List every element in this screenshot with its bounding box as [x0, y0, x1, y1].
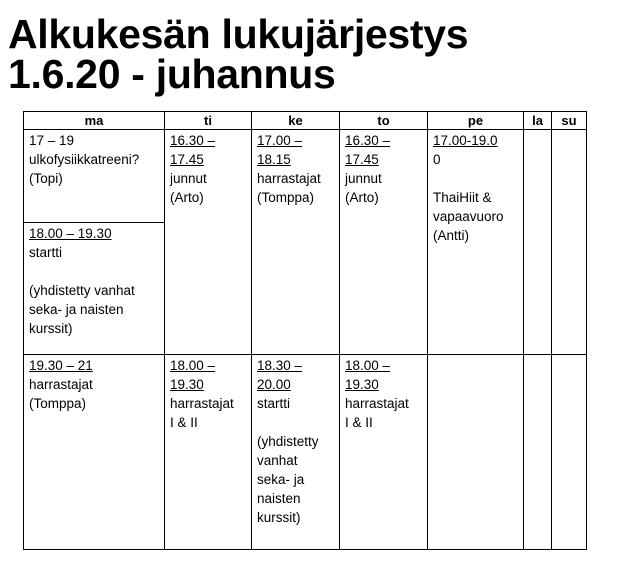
session-time: 17.00-19.0: [433, 133, 498, 148]
session-time: 17.00 –: [257, 133, 303, 148]
session-name: junnut: [345, 171, 382, 186]
session-note: seka- ja: [257, 472, 305, 487]
session-time: 17.45: [345, 152, 379, 167]
session-name: harrastajat: [170, 396, 234, 411]
session-time: 19.30: [170, 377, 204, 392]
title-line-2: 1.6.20 - juhannus: [8, 51, 336, 97]
session-time: 16.30 –: [170, 133, 216, 148]
cell-su-1: [552, 130, 587, 355]
session-note: (yhdistetty vanhat: [29, 283, 135, 298]
cell-ma-2: [24, 223, 165, 355]
day-header-ke: ke: [252, 112, 340, 130]
session-name: vapaavuoro: [433, 209, 504, 224]
session-time: 17.45: [170, 152, 204, 167]
session-coach: (Antti): [433, 228, 470, 243]
session-coach: (Tomppa): [257, 190, 315, 205]
session-time: 19.30: [345, 377, 379, 392]
table-row: [24, 130, 587, 223]
cell-la-2: [524, 355, 552, 550]
session-time: 18.00 –: [345, 358, 391, 373]
table-row: [24, 355, 587, 550]
title-line-1: Alkukesän lukujärjestys: [8, 11, 469, 57]
schedule-table: [23, 111, 587, 550]
session-name: harrastajat: [29, 377, 93, 392]
session-time: 0: [433, 152, 441, 167]
cell-ma-1: [24, 130, 165, 223]
session-note: kurssit): [257, 510, 301, 525]
session-name: startti: [257, 396, 291, 411]
session-note: (yhdistetty: [257, 434, 319, 449]
cell-pe-1: [428, 130, 524, 355]
session-time: 16.30 –: [345, 133, 391, 148]
session-coach: (Topi): [29, 171, 63, 186]
session-name: ulkofysiikkatreeni?: [29, 152, 140, 167]
day-header-su: su: [552, 112, 587, 130]
session-coach: (Arto): [345, 190, 379, 205]
session-time: 17 – 19: [29, 133, 75, 148]
cell-ke-1: [252, 130, 340, 355]
cell-su-2: [552, 355, 587, 550]
session-time: 18.00 –: [170, 358, 216, 373]
cell-ti-2: [165, 355, 252, 550]
session-time: 18.00 – 19.30: [29, 226, 112, 241]
session-time: 19.30 – 21: [29, 358, 93, 373]
day-header-ti: ti: [165, 112, 252, 130]
session-coach: (Tomppa): [29, 396, 87, 411]
session-time: 18.15: [257, 152, 291, 167]
cell-la-1: [524, 130, 552, 355]
session-name: startti: [29, 245, 63, 260]
day-header-ma: ma: [24, 112, 165, 130]
session-time: 18.30 –: [257, 358, 303, 373]
session-time: 20.00: [257, 377, 291, 392]
cell-to-1: [340, 130, 428, 355]
session-note: seka- ja naisten: [29, 302, 124, 317]
day-header-pe: pe: [428, 112, 524, 130]
session-name: harrastajat: [345, 396, 409, 411]
cell-ma-3: [24, 355, 165, 550]
cell-ke-2: [252, 355, 340, 550]
session-name: I & II: [345, 415, 373, 430]
header-row: [24, 112, 587, 130]
day-header-to: to: [340, 112, 428, 130]
session-name: harrastajat: [257, 171, 321, 186]
session-note: vanhat: [257, 453, 298, 468]
cell-ti-1: [165, 130, 252, 355]
cell-to-2: [340, 355, 428, 550]
session-note: naisten: [257, 491, 301, 506]
cell-pe-2: [428, 355, 524, 550]
session-name: junnut: [170, 171, 207, 186]
session-name: I & II: [170, 415, 198, 430]
session-name: ThaiHiit &: [433, 190, 492, 205]
session-note: kurssit): [29, 321, 73, 336]
day-header-la: la: [524, 112, 552, 130]
session-coach: (Arto): [170, 190, 204, 205]
page-title: [8, 11, 469, 97]
